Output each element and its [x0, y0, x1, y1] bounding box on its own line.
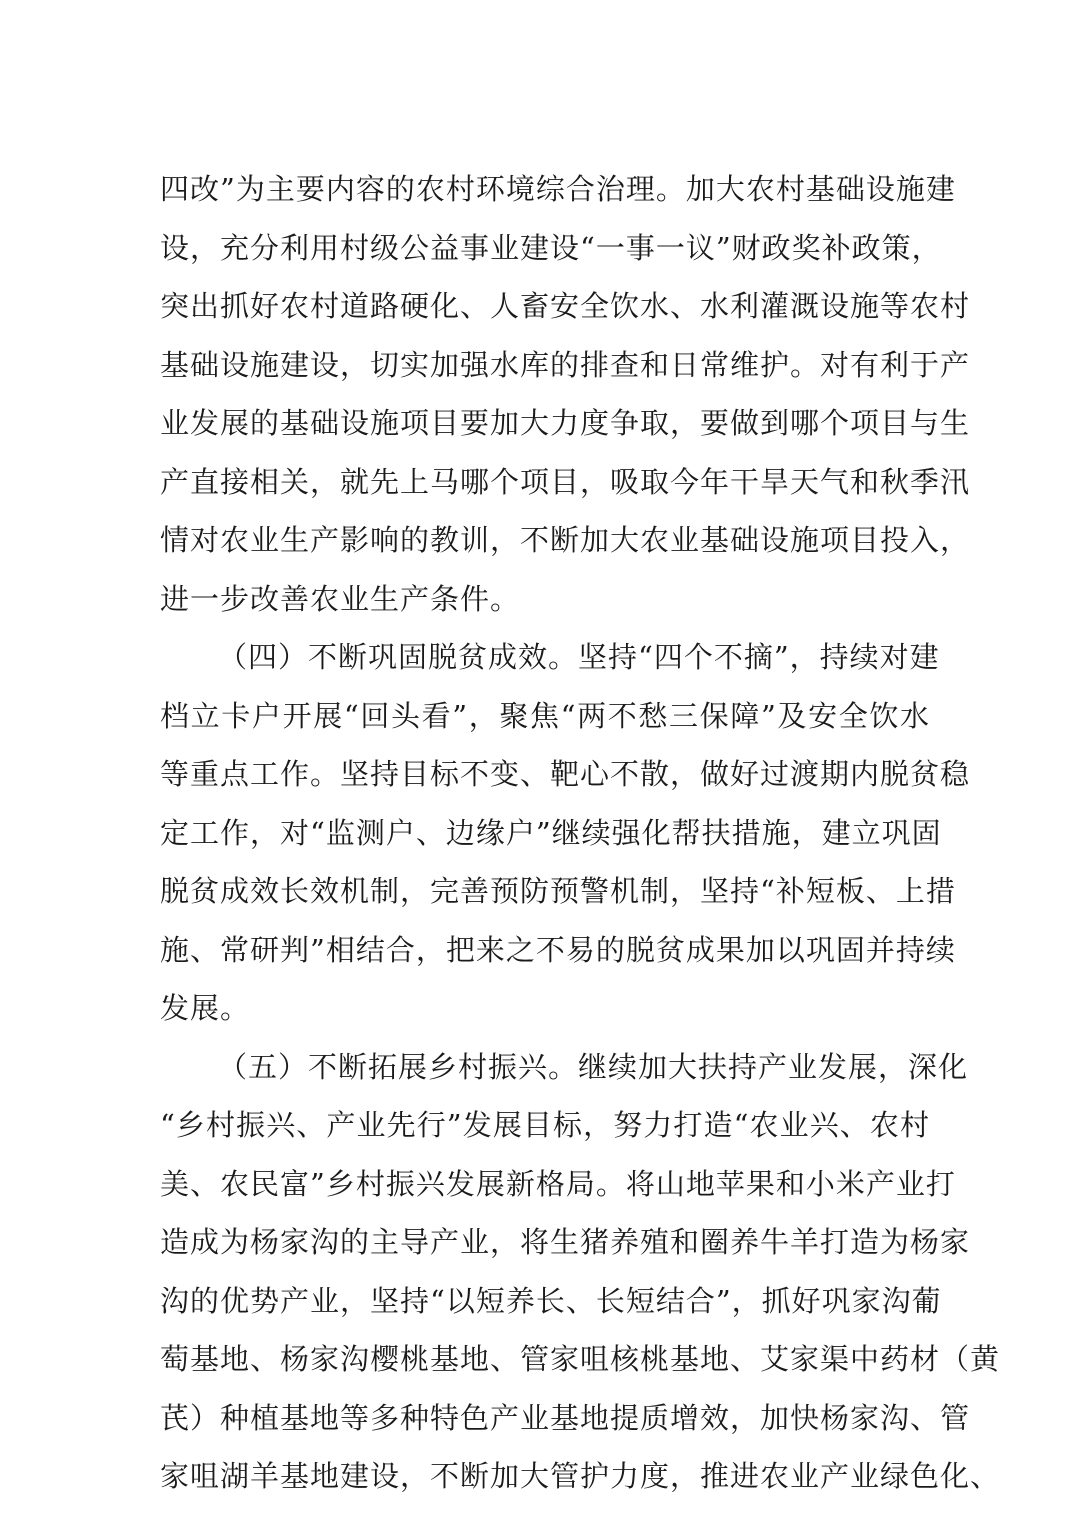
- text-line: 造成为杨家沟的主导产业，将生猪养殖和圈养牛羊打造为杨家: [160, 1225, 971, 1259]
- document-body: [160, 160, 1001, 1506]
- text-line: 突出抓好农村道路硬化、人畜安全饮水、水利灌溉设施等农村: [160, 289, 971, 323]
- text-line: 美、农民富”乡村振兴发展新格局。将山地苹果和小米产业打: [160, 1166, 956, 1201]
- paragraph-consolidate-poverty-alleviation: [160, 628, 971, 1038]
- text-line: 产直接相关，就先上马哪个项目，吸取今年干旱天气和秋季汛: [160, 464, 971, 499]
- text-line: 进一步改善农业生产条件。: [160, 581, 521, 616]
- text-line: 等重点工作。坚持目标不变、靶心不散，做好过渡期内脱贫稳: [160, 757, 971, 791]
- text-line: 设，充分利用村级公益事业建设“一事一议”财政奖补政策，: [160, 230, 942, 265]
- text-line: 四改”为主要内容的农村环境综合治理。加大农村基础设施建: [160, 172, 956, 206]
- paragraph-environment-infrastructure: [160, 160, 971, 628]
- text-line: 定工作，对“监测户、边缘户”继续强化帮扶措施，建立巩固: [160, 815, 942, 850]
- text-line: “乡村振兴、产业先行”发展目标，努力打造“农业兴、农村: [160, 1108, 930, 1142]
- text-line: 芪）种植基地等多种特色产业基地提质增效，加快杨家沟、管: [160, 1400, 971, 1435]
- paragraph-heading-line: （五）不断拓展乡村振兴。继续加大扶持产业发展，深化: [218, 1049, 969, 1084]
- text-line: 萄基地、杨家沟樱桃基地、管家咀核桃基地、艾家渠中药材（黄: [160, 1342, 1001, 1376]
- paragraph-rural-revitalization: [160, 1038, 1001, 1506]
- text-line: 施、常研判”相结合，把来之不易的脱贫成果加以巩固并持续: [160, 932, 956, 967]
- text-line: 沟的优势产业，坚持“以短养长、长短结合”，抓好巩家沟葡: [160, 1283, 942, 1318]
- paragraph-heading-line: （四）不断巩固脱贫成效。坚持“四个不摘”，持续对建: [218, 640, 940, 674]
- text-line: 档立卡户开展“回头看”，聚焦“两不愁三保障”及安全饮水: [160, 698, 930, 733]
- text-line: 脱贫成效长效机制，完善预防预警机制，坚持“补短板、上措: [160, 874, 956, 908]
- text-line: 基础设施建设，切实加强水库的排查和日常维护。对有利于产: [160, 347, 971, 382]
- text-line: 业发展的基础设施项目要加大力度争取，要做到哪个项目与生: [160, 406, 971, 440]
- text-line: 情对农业生产影响的教训，不断加大农业基础设施项目投入，: [160, 523, 971, 557]
- text-line: 家咀湖羊基地建设，不断加大管护力度，推进农业产业绿色化、: [160, 1459, 1001, 1493]
- text-line: 发展。: [160, 991, 251, 1025]
